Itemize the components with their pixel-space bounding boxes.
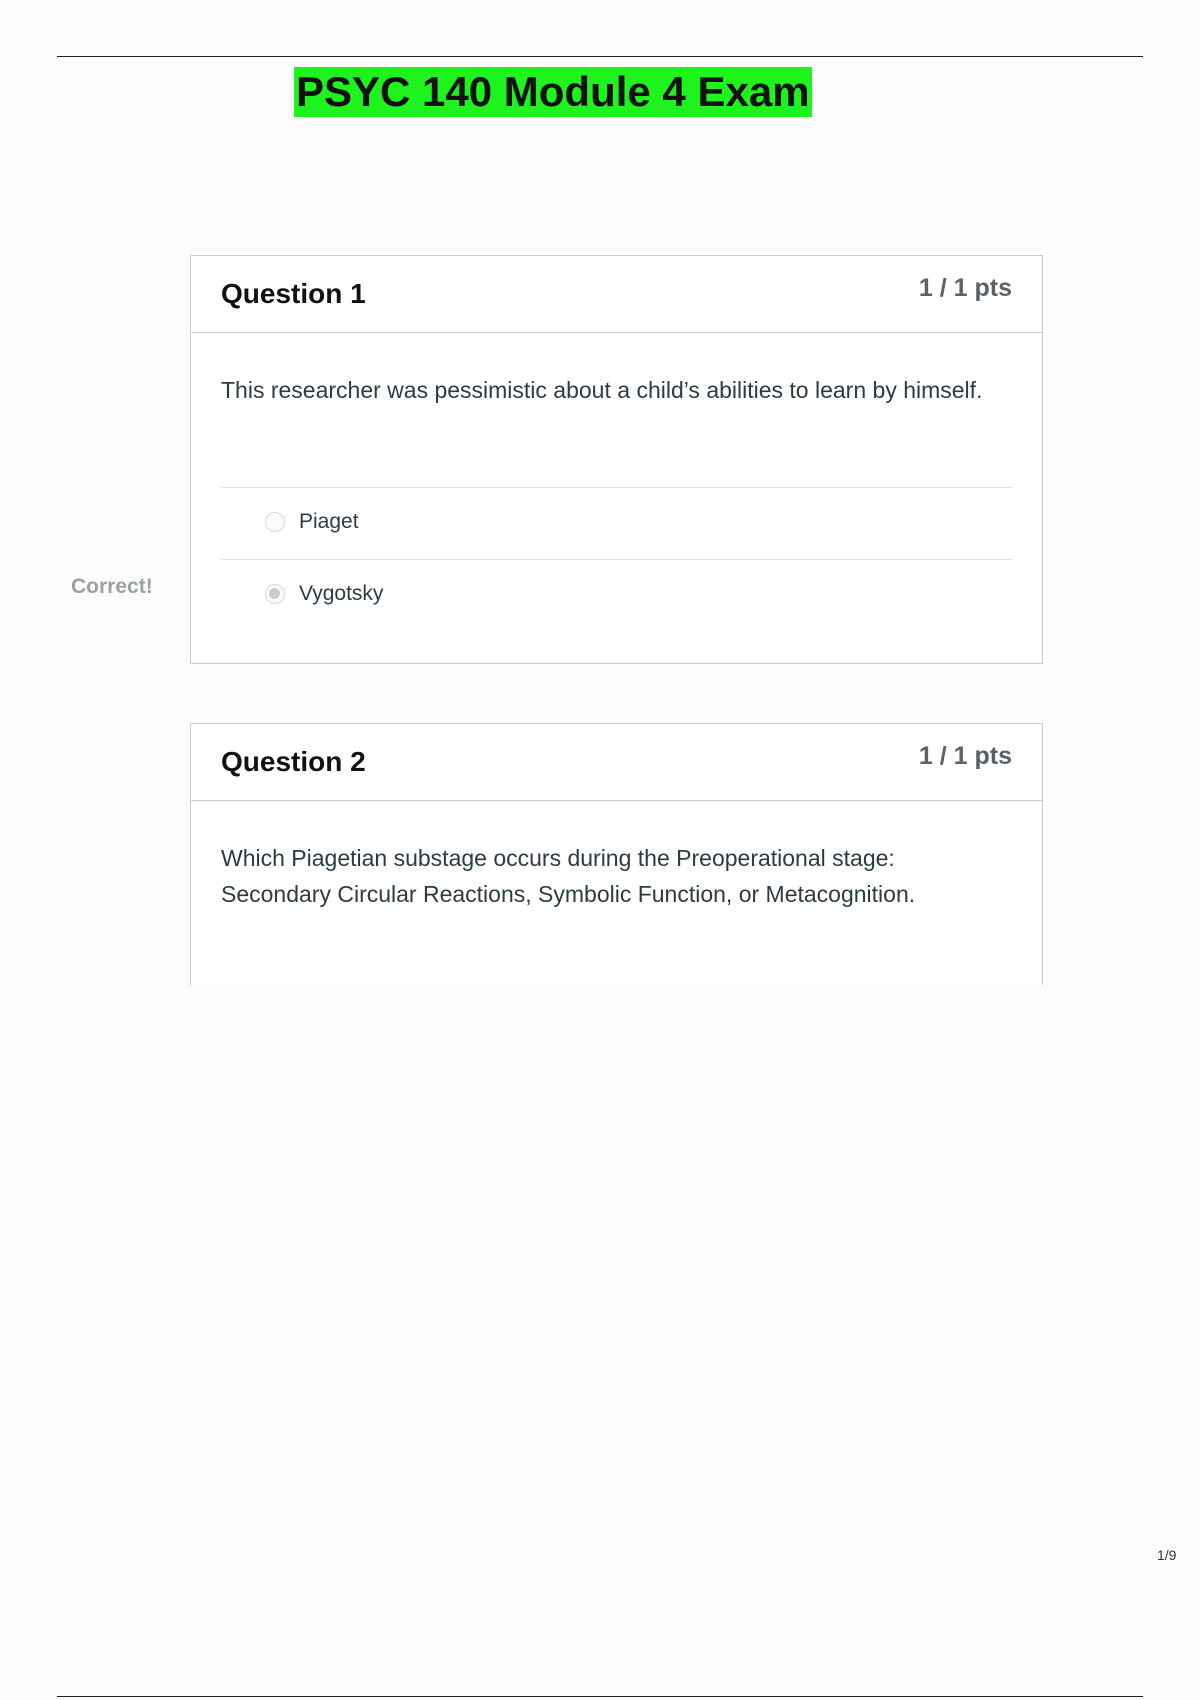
question-title: Question 2 bbox=[221, 746, 366, 777]
bottom-rule bbox=[57, 1696, 1143, 1697]
answer-label: Vygotsky bbox=[299, 582, 384, 605]
question-points: 1 / 1 pts bbox=[918, 274, 1012, 302]
top-rule bbox=[57, 56, 1143, 57]
page-title: PSYC 140 Module 4 Exam bbox=[296, 68, 810, 115]
question-card-1 bbox=[190, 255, 1043, 664]
question-card-2 bbox=[190, 723, 1043, 985]
question-text: This researcher was pessimistic about a child’s abilities to learn by himself. bbox=[221, 377, 983, 403]
question-title: Question 1 bbox=[221, 278, 366, 309]
correct-answer-flag: Correct! bbox=[71, 575, 153, 598]
answer-list bbox=[221, 487, 1013, 631]
question-header bbox=[191, 256, 1042, 333]
answer-option-piaget[interactable] bbox=[221, 487, 1013, 559]
radio-unselected-icon[interactable] bbox=[265, 512, 285, 532]
radio-selected-icon[interactable] bbox=[265, 584, 285, 604]
question-header bbox=[191, 724, 1042, 801]
question-text: Which Piagetian substage occurs during the Preoperational stage: Secondary Circular Reactions, Symbolic Function, or Metacognition. bbox=[221, 845, 916, 907]
answer-label: Piaget bbox=[299, 510, 359, 533]
page-number: 1/9 bbox=[1157, 1547, 1177, 1563]
answer-option-vygotsky[interactable] bbox=[221, 559, 1013, 631]
question-points: 1 / 1 pts bbox=[918, 742, 1012, 770]
